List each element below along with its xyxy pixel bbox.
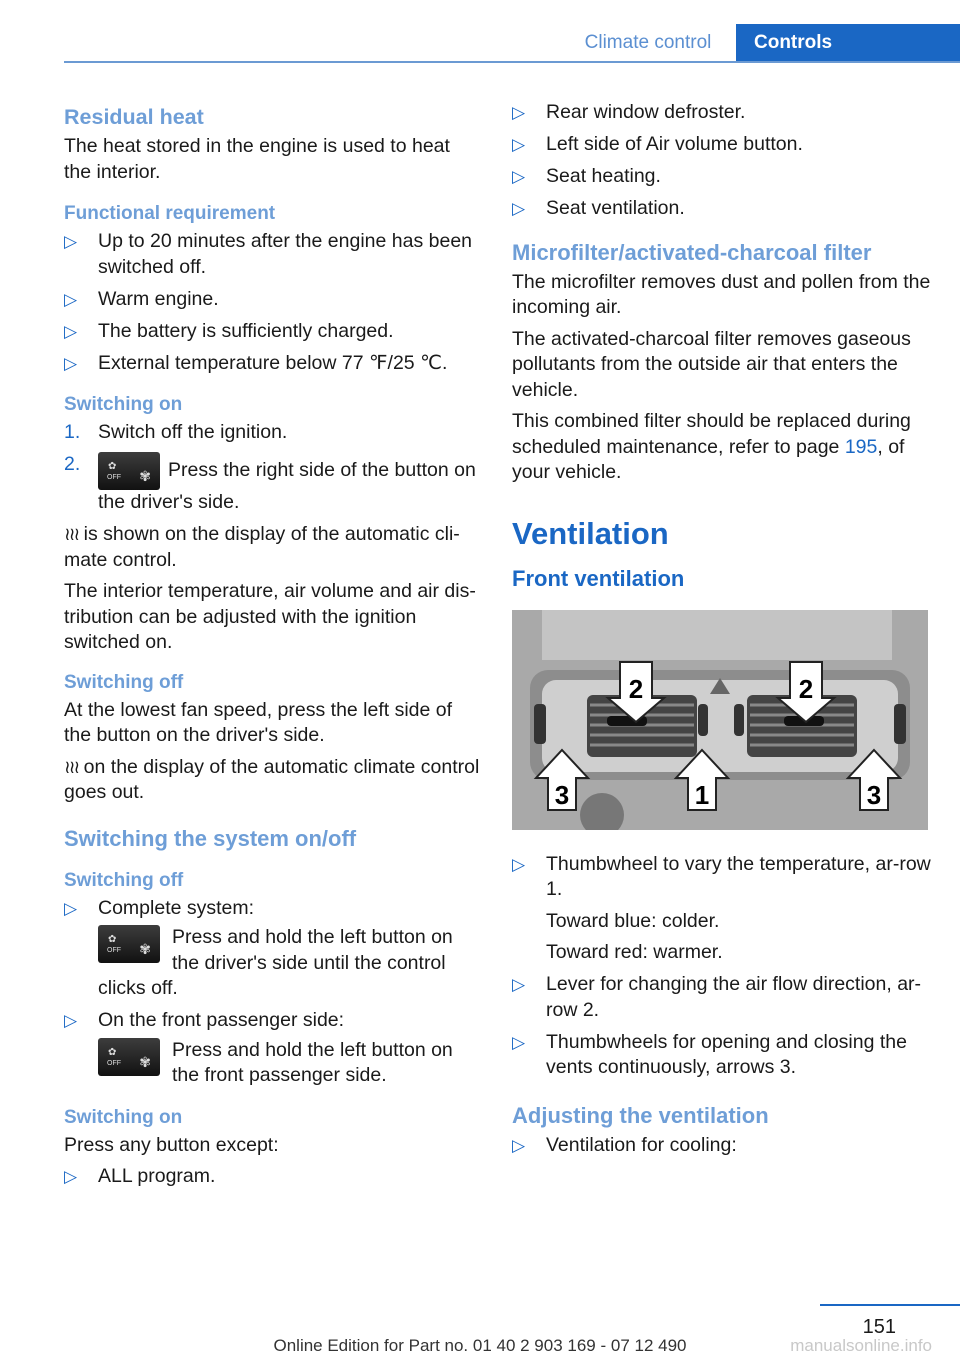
list-item: ▷ ALL program.	[64, 1164, 482, 1190]
bullet-triangle-icon: ▷	[64, 1011, 78, 1030]
bullet-triangle-icon: ▷	[512, 1135, 526, 1155]
arrow-label: 1	[694, 779, 710, 810]
page-number: 151	[862, 1316, 896, 1338]
fan-off-button-image: ✿ OFF ✾	[98, 452, 160, 490]
bullet-triangle-icon: ▷	[512, 135, 526, 154]
fan-off-button-image: ✿ OFF ✾	[98, 1038, 160, 1076]
header-section-title: Climate control	[584, 32, 712, 53]
adjusting-ventilation-heading: Adjusting the ventilation	[512, 1102, 769, 1128]
filter-text-3: This combined filter should be replaced during scheduled maintenance, refer to page 195, of your vehicle.	[512, 410, 911, 483]
arrow-label: 2	[798, 673, 814, 704]
bullet-triangle-icon: ▷	[64, 1167, 78, 1186]
switching-off-heading: Switching off	[64, 671, 184, 693]
residual-heat-icon: ≀≀≀	[64, 756, 79, 777]
interior-adjust-text: The interior temperature, air volume and air dis‐tribution can be adjusted with the ignition switched on.	[64, 580, 476, 653]
list-item: ▷ Lever for changing the air flow direction, ar‐row 2.	[512, 973, 922, 1021]
bullet-triangle-icon: ▷	[512, 103, 526, 122]
bullet-triangle-icon: ▷	[64, 353, 78, 373]
switching-on-heading: Switching on	[64, 394, 183, 415]
symbol-out-text: ≀≀≀ on the display of the automatic climate control goes out.	[64, 755, 480, 803]
residual-heat-symbol-text: ≀≀≀ is shown on the display of the automatic cli‐mate control.	[64, 523, 460, 571]
fan-icon: ✾	[139, 468, 151, 484]
list-item: ▷ Complete system: ✿ OFF ✾ Press and hold the left button on the driver's side until the control clicks off.	[64, 896, 482, 1002]
toward-blue-text: Toward blue: colder.	[546, 909, 720, 932]
list-item: ▷ Ventilation for cooling:	[512, 1133, 932, 1159]
front-ventilation-heading: Front ventilation	[512, 565, 685, 591]
list-item: ▷ Rear window defroster.	[512, 100, 932, 126]
bullet-triangle-icon: ▷	[512, 167, 526, 186]
bullet-triangle-icon: ▷	[512, 199, 526, 218]
fan-icon: ✿	[108, 1046, 117, 1058]
press-any-text: Press any button except:	[64, 1133, 279, 1156]
complete-system-tail: clicks off.	[98, 977, 178, 999]
left-column	[64, 100, 482, 1204]
residual-heat-heading: Residual heat	[64, 105, 204, 129]
fan-off-button-image: ✿ OFF ✾	[98, 925, 160, 963]
complete-system-instruction: ✿ OFF ✾ Press and hold the left button on the driver's side until the control	[98, 925, 482, 976]
list-item: ▷ Seat heating.	[512, 164, 932, 190]
ventilation-heading: Ventilation	[512, 515, 669, 551]
arrow-label: 3	[554, 779, 570, 810]
bullet-triangle-icon: ▷	[512, 975, 526, 994]
arrow-label: 3	[866, 779, 882, 810]
functional-requirement-heading: Functional requirement	[64, 203, 276, 224]
switching-on-steps	[64, 420, 482, 516]
front-ventilation-photo	[512, 610, 928, 830]
list-item: ▷ Warm engine.	[64, 287, 482, 313]
system-switching-off-heading: Switching off	[64, 869, 184, 891]
functional-requirement-list	[64, 229, 482, 376]
bullet-triangle-icon: ▷	[64, 898, 78, 918]
list-item: ▷ Thumbwheels for opening and closing the vents continuously, arrows 3.	[512, 1030, 907, 1078]
bullet-triangle-icon: ▷	[64, 232, 78, 251]
list-item: ▷ Thumbwheel to vary the temperature, ar‐row 1. Toward blue: colder. Toward red: warmer.	[512, 852, 932, 966]
ventilation-controls-list	[512, 852, 932, 1081]
list-item: ▷ Seat ventilation.	[512, 196, 932, 222]
front-passenger-instruction: ✿ OFF ✾ Press and hold the left button on the front passenger side.	[98, 1038, 482, 1089]
list-item: ▷ Left side of Air volume button.	[512, 132, 932, 158]
edition-text: Online Edition for Part no. 01 40 2 903 169 - 07 12 490	[273, 1336, 687, 1355]
list-item: ▷ On the front passenger side: ✿ OFF ✾ Press and hold the left button on the front passenger side.	[64, 1008, 482, 1089]
bullet-triangle-icon: ▷	[64, 321, 78, 341]
system-switching-on-heading: Switching on	[64, 1106, 183, 1128]
except-list-start	[64, 1164, 482, 1190]
filter-text-2: The activated-charcoal filter removes gaseous pollutants from the outside air that enters the vehicle.	[512, 327, 911, 401]
footer-rule	[820, 1304, 960, 1306]
bullet-triangle-icon: ▷	[512, 854, 526, 874]
header-tab-controls[interactable]	[736, 24, 960, 62]
watermark: manualsonline.info	[790, 1336, 932, 1355]
dashboard-vents-illustration	[512, 610, 928, 830]
residual-heat-icon: ≀≀≀	[64, 524, 79, 544]
list-item: 2. ✿ OFF ✾ Press the right side of the button on the driver's side.	[64, 453, 476, 513]
adjusting-ventilation-list	[512, 1133, 932, 1159]
fan-icon: ✾	[139, 1053, 151, 1070]
system-off-list	[64, 896, 482, 1089]
except-list-continued	[512, 100, 932, 222]
toward-red-text: Toward red: warmer.	[546, 941, 723, 963]
system-onoff-heading: Switching the system on/off	[64, 825, 357, 851]
fan-icon: ✿	[108, 461, 117, 472]
fan-icon: ✿	[108, 934, 117, 945]
filter-heading: Microfilter/activated-charcoal filter	[512, 239, 872, 265]
filter-text-1: The microfilter removes dust and pollen from the incoming air.	[512, 270, 931, 318]
list-item: ▷ External temperature below 77 ℉/25 ℃.	[64, 351, 482, 377]
arrow-label: 2	[628, 673, 644, 704]
fan-icon: ✾	[139, 941, 151, 957]
list-item: ▷ The battery is sufficiently charged.	[64, 319, 482, 345]
switching-off-text: At the lowest fan speed, press the left side of the button on the driver's side.	[64, 698, 453, 746]
header-tab-label: Controls	[754, 32, 833, 53]
list-item: 1. Switch off the ignition.	[64, 421, 288, 443]
residual-heat-text: The heat stored in the engine is used to heat the interior.	[64, 135, 450, 183]
page-reference-link[interactable]: 195	[844, 435, 878, 458]
right-column	[512, 100, 932, 1172]
header-rule	[64, 61, 960, 63]
bullet-triangle-icon: ▷	[64, 289, 78, 309]
list-item: ▷ Up to 20 minutes after the engine has been switched off.	[64, 230, 473, 278]
bullet-triangle-icon: ▷	[512, 1032, 526, 1052]
